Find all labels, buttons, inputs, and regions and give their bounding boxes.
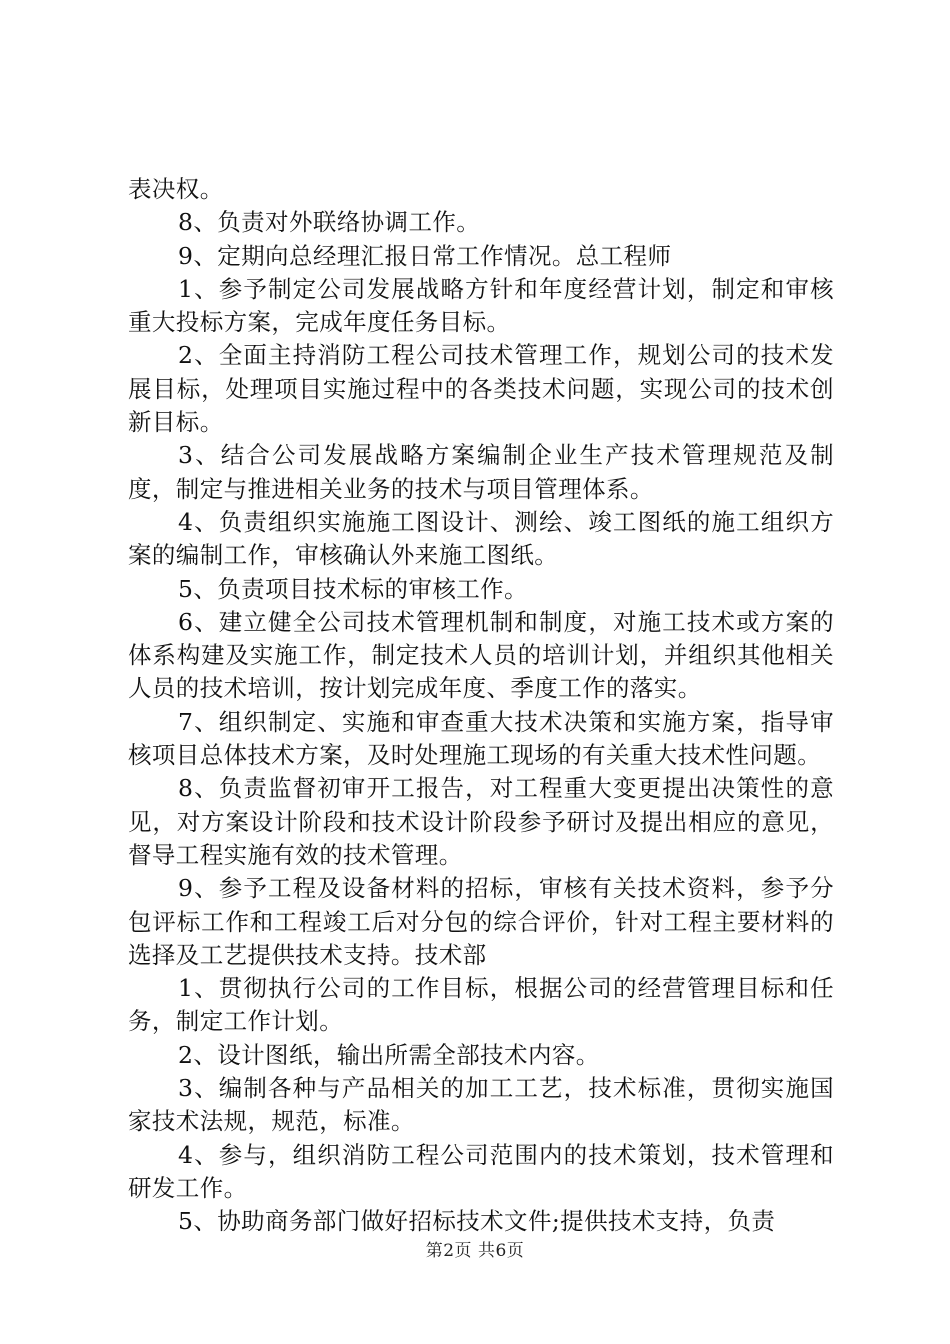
paragraph: 表决权。 [128, 175, 224, 203]
paragraph: 9、定期向总经理汇报日常工作情况。总工程师 [178, 241, 672, 270]
paragraph: 2、全面主持消防工程公司技术管理工作，规划公司的技术发展目标，处理项目实施过程中的各类技术问题，实现公司的技术创新目标。 [128, 341, 834, 437]
paragraph: 3、编制各种与产品相关的加工工艺，技术标准，贯彻实施国家技术法规，规范，标准。 [128, 1074, 834, 1136]
paragraph: 8、负责监督初审开工报告，对工程重大变更提出决策性的意见，对方案设计阶段和技术设计阶段参予研讨及提出相应的意见，督导工程实施有效的技术管理。 [128, 774, 834, 869]
paragraph: 8、负责对外联络协调工作。 [178, 208, 481, 237]
paragraph: 6、建立健全公司技术管理机制和制度，对施工技术或方案的体系构建及实施工作，制定技术人员的培训计划，并组织其他相关人员的技术培训，按计划完成年度、季度工作的落实。 [128, 607, 834, 703]
paragraph: 5、协助商务部门做好招标技术文件;提供技术支持，负责 [178, 1207, 776, 1236]
paragraph: 5、负责项目技术标的审核工作。 [178, 574, 528, 603]
document-body [128, 173, 834, 1239]
paragraph: 4、负责组织实施施工图设计、测绘、竣工图纸的施工组织方案的编制工作，审核确认外来施工图纸。 [128, 507, 834, 570]
page-number-footer: 第2页 共6页 [425, 1241, 525, 1261]
paragraph: 1、参予制定公司发展战略方针和年度经营计划，制定和审核重大投标方案，完成年度任务目标。 [128, 274, 834, 337]
paragraph: 3、结合公司发展战略方案编制企业生产技术管理规范及制度，制定与推进相关业务的技术与项目管理体系。 [128, 441, 834, 503]
paragraph: 1、贯彻执行公司的工作目标，根据公司的经营管理目标和任务，制定工作计划。 [128, 974, 834, 1036]
paragraph: 9、参予工程及设备材料的招标，审核有关技术资料，参予分包评标工作和工程竣工后对分包的综合评价，针对工程主要材料的选择及工艺提供技术支持。技术部 [128, 874, 834, 969]
paragraph: 2、设计图纸，输出所需全部技术内容。 [178, 1040, 600, 1069]
paragraph: 4、参与，组织消防工程公司范围内的技术策划，技术管理和研发工作。 [128, 1140, 834, 1202]
paragraph: 7、组织制定、实施和审查重大技术决策和实施方案，指导审核项目总体技术方案，及时处理施工现场的有关重大技术性问题。 [128, 707, 834, 770]
